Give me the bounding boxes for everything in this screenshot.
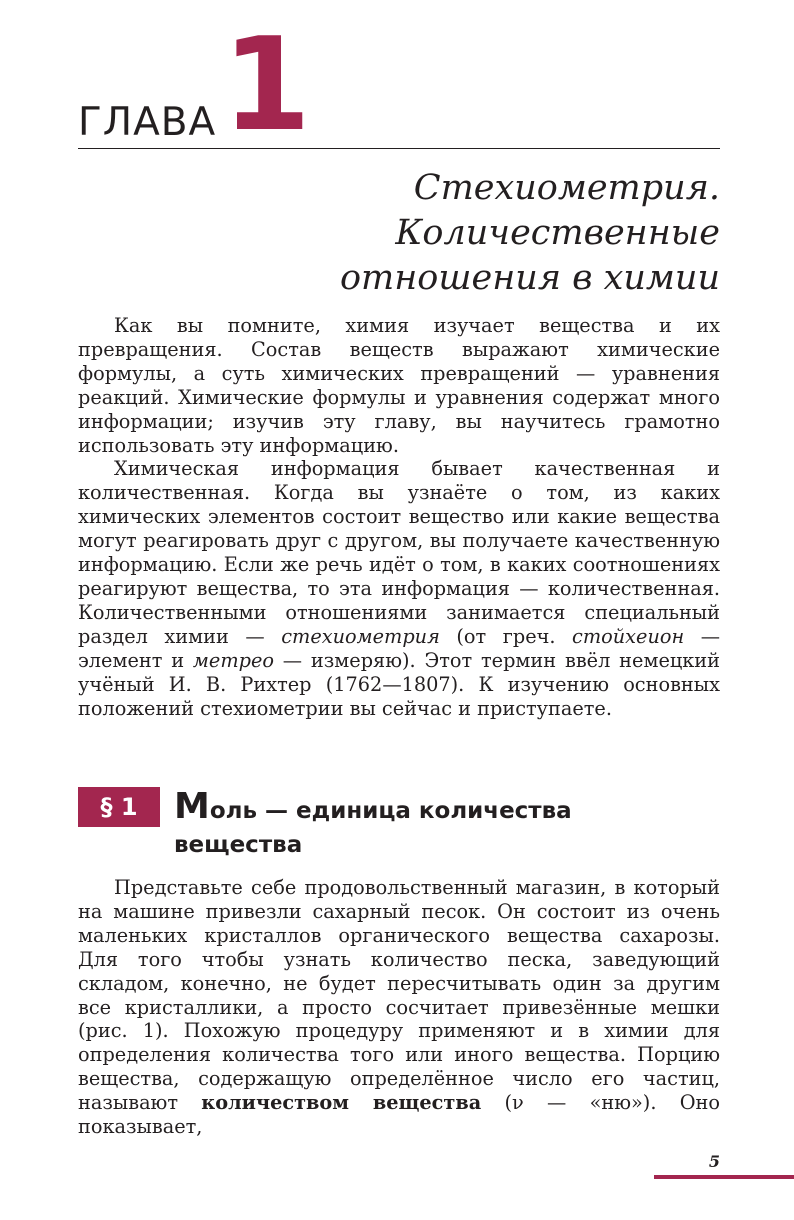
- footer-rule: [654, 1175, 794, 1179]
- chapter-label: ГЛАВА: [78, 100, 217, 145]
- term-stoichiometry: стехиометрия: [281, 624, 440, 648]
- term-stoicheion: стойхеион: [572, 624, 685, 648]
- chapter-title-line-3: отношения в химии: [339, 258, 720, 298]
- intro-text: [78, 314, 720, 720]
- intro-p2-text-b: (от греч.: [439, 624, 573, 648]
- body-p1-text-a: Представьте себе продовольственный магазин, в который на машине привезли сахарный песок. Он состоит из очень маленьких кристаллов органического вещества сахарозы. Для того чтобы узнать количество песка, заведующий складом, конечно, не будет пересчитывать один за другим все кристаллики, а просто сосчитает привезённые мешки (рис. 1). Похожую процедуру применяют и в химии для определения количества того или иного вещества. Порцию вещества, содержащую определённое число его частиц, называют: [78, 876, 720, 1115]
- term-amount-of-substance: количеством вещества: [201, 1091, 482, 1115]
- header-rule: [78, 148, 720, 149]
- body-paragraph-1: [78, 876, 720, 1139]
- intro-paragraph-1: Как вы помните, химия изучает вещества и их превращения. Состав веществ выражают химические формулы, а суть химических превращений — уравнения реакций. Химические формулы и уравнения содержат много информации; изучив эту главу, вы научитесь грамотно использовать эту информацию.: [78, 314, 720, 457]
- section-body-text: [78, 876, 720, 1139]
- section-badge: § 1: [78, 787, 160, 827]
- intro-p2-text-a: Химическая информация бывает качественная и количественная. Когда вы узнаёте о том, из каких химических элементов состоит вещество или какие вещества могут реагировать друг с другом, вы получаете качественную информацию. Если же речь идёт о том, в каких соотношениях реагируют вещества, то эта информация — количественная. Количественными отношениями занимается специальный раздел химии —: [78, 457, 720, 648]
- chapter-title-line-2: Количественные: [395, 213, 720, 253]
- term-metreo: метрео: [192, 648, 274, 672]
- page-number: 5: [708, 1152, 720, 1171]
- chapter-number: 1: [222, 11, 312, 160]
- section-title-rest: оль — единица количества: [209, 798, 572, 824]
- chapter-title: [160, 166, 720, 301]
- section-title-line-1: [174, 786, 734, 828]
- body-p1-text-b: (ν — «ню»). Оно показывает,: [78, 1091, 720, 1139]
- chapter-title-line-1: Стехиометрия.: [413, 168, 720, 208]
- section-title-capital: М: [174, 786, 210, 827]
- intro-paragraph-2: [78, 457, 720, 720]
- section-title: [174, 786, 734, 862]
- intro-p2-text-d: — измеряю). Этот термин ввёл немецкий учёный И. В. Рихтер (1762—1807). К изучению основных положений стехиометрии вы сейчас и приступаете.: [78, 648, 721, 720]
- section-title-line-2: вещества: [174, 832, 303, 858]
- intro-p2-text-c: — элемент и: [78, 624, 721, 672]
